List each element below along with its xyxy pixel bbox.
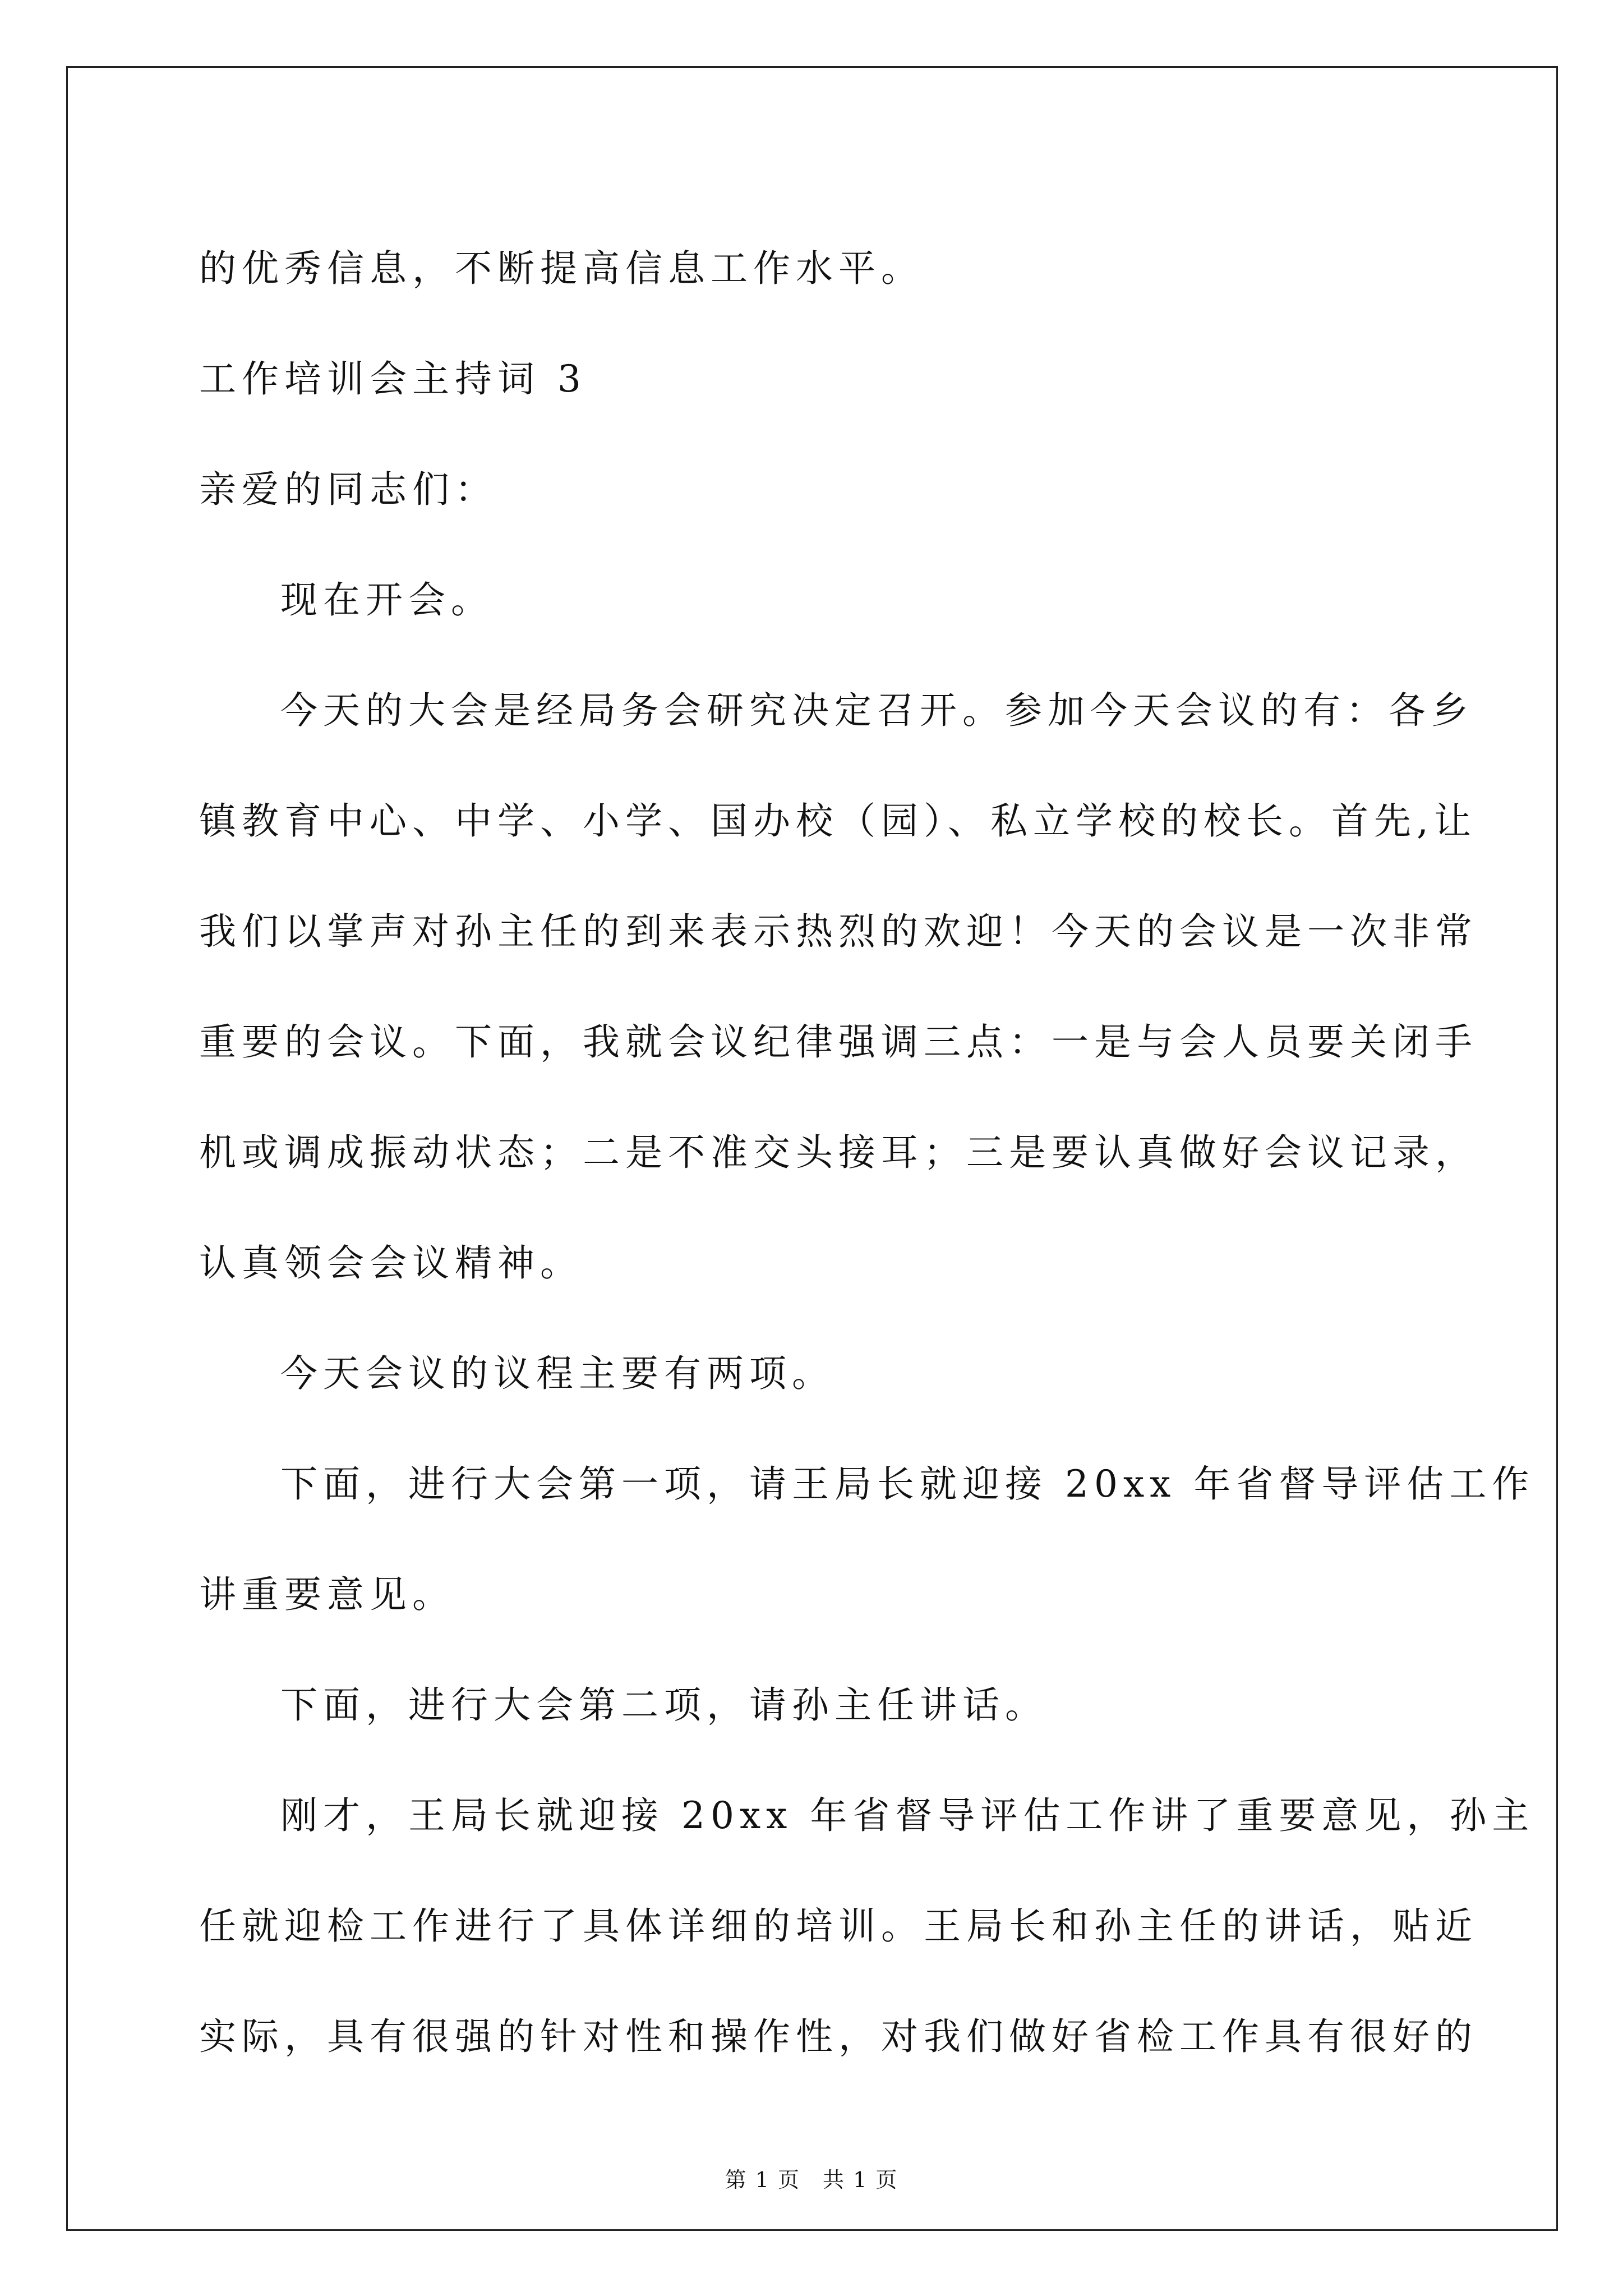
text-line: 今天会议的议程主要有两项。 <box>280 1352 834 1395</box>
text-line: 的优秀信息，不断提高信息工作水平。 <box>199 247 924 290</box>
text-line: 机或调成振动状态；二是不准交头接耳；三是要认真做好会议记录， <box>199 1131 1478 1174</box>
page-footer: 第 1 页 共 1 页 <box>725 2168 898 2192</box>
text-line: 我们以掌声对孙主任的到来表示热烈的欢迎！今天的会议是一次非常 <box>199 910 1478 953</box>
text-line: 今天的大会是经局务会研究决定召开。参加今天会议的有：各乡 <box>280 689 1474 732</box>
salutation: 亲爱的同志们： <box>199 468 497 511</box>
section-heading: 工作培训会主持词 3 <box>199 357 587 401</box>
text-line: 下面，进行大会第二项，请孙主任讲话。 <box>280 1683 1048 1727</box>
text-line: 任就迎检工作进行了具体详细的培训。王局长和孙主任的讲话，贴近 <box>199 1904 1478 1948</box>
text-line: 讲重要意见。 <box>199 1573 455 1616</box>
text-line: 重要的会议。下面，我就会议纪律强调三点：一是与会人员要关闭手 <box>199 1020 1478 1064</box>
text-line: 镇教育中心、中学、小学、国办校（园）、私立学校的校长。首先,让 <box>199 799 1477 843</box>
text-line: 认真领会会议精神。 <box>199 1241 583 1285</box>
text-line: 下面，进行大会第一项，请王局长就迎接 20xx 年省督导评估工作 <box>280 1462 1535 1506</box>
text-line: 刚才，王局长就迎接 20xx 年省督导评估工作讲了重要意见，孙主 <box>280 1794 1535 1837</box>
text-line: 实际，具有很强的针对性和操作性，对我们做好省检工作具有很好的 <box>199 2015 1478 2058</box>
document-body <box>199 213 1535 2092</box>
text-line: 现在开会。 <box>280 578 494 622</box>
